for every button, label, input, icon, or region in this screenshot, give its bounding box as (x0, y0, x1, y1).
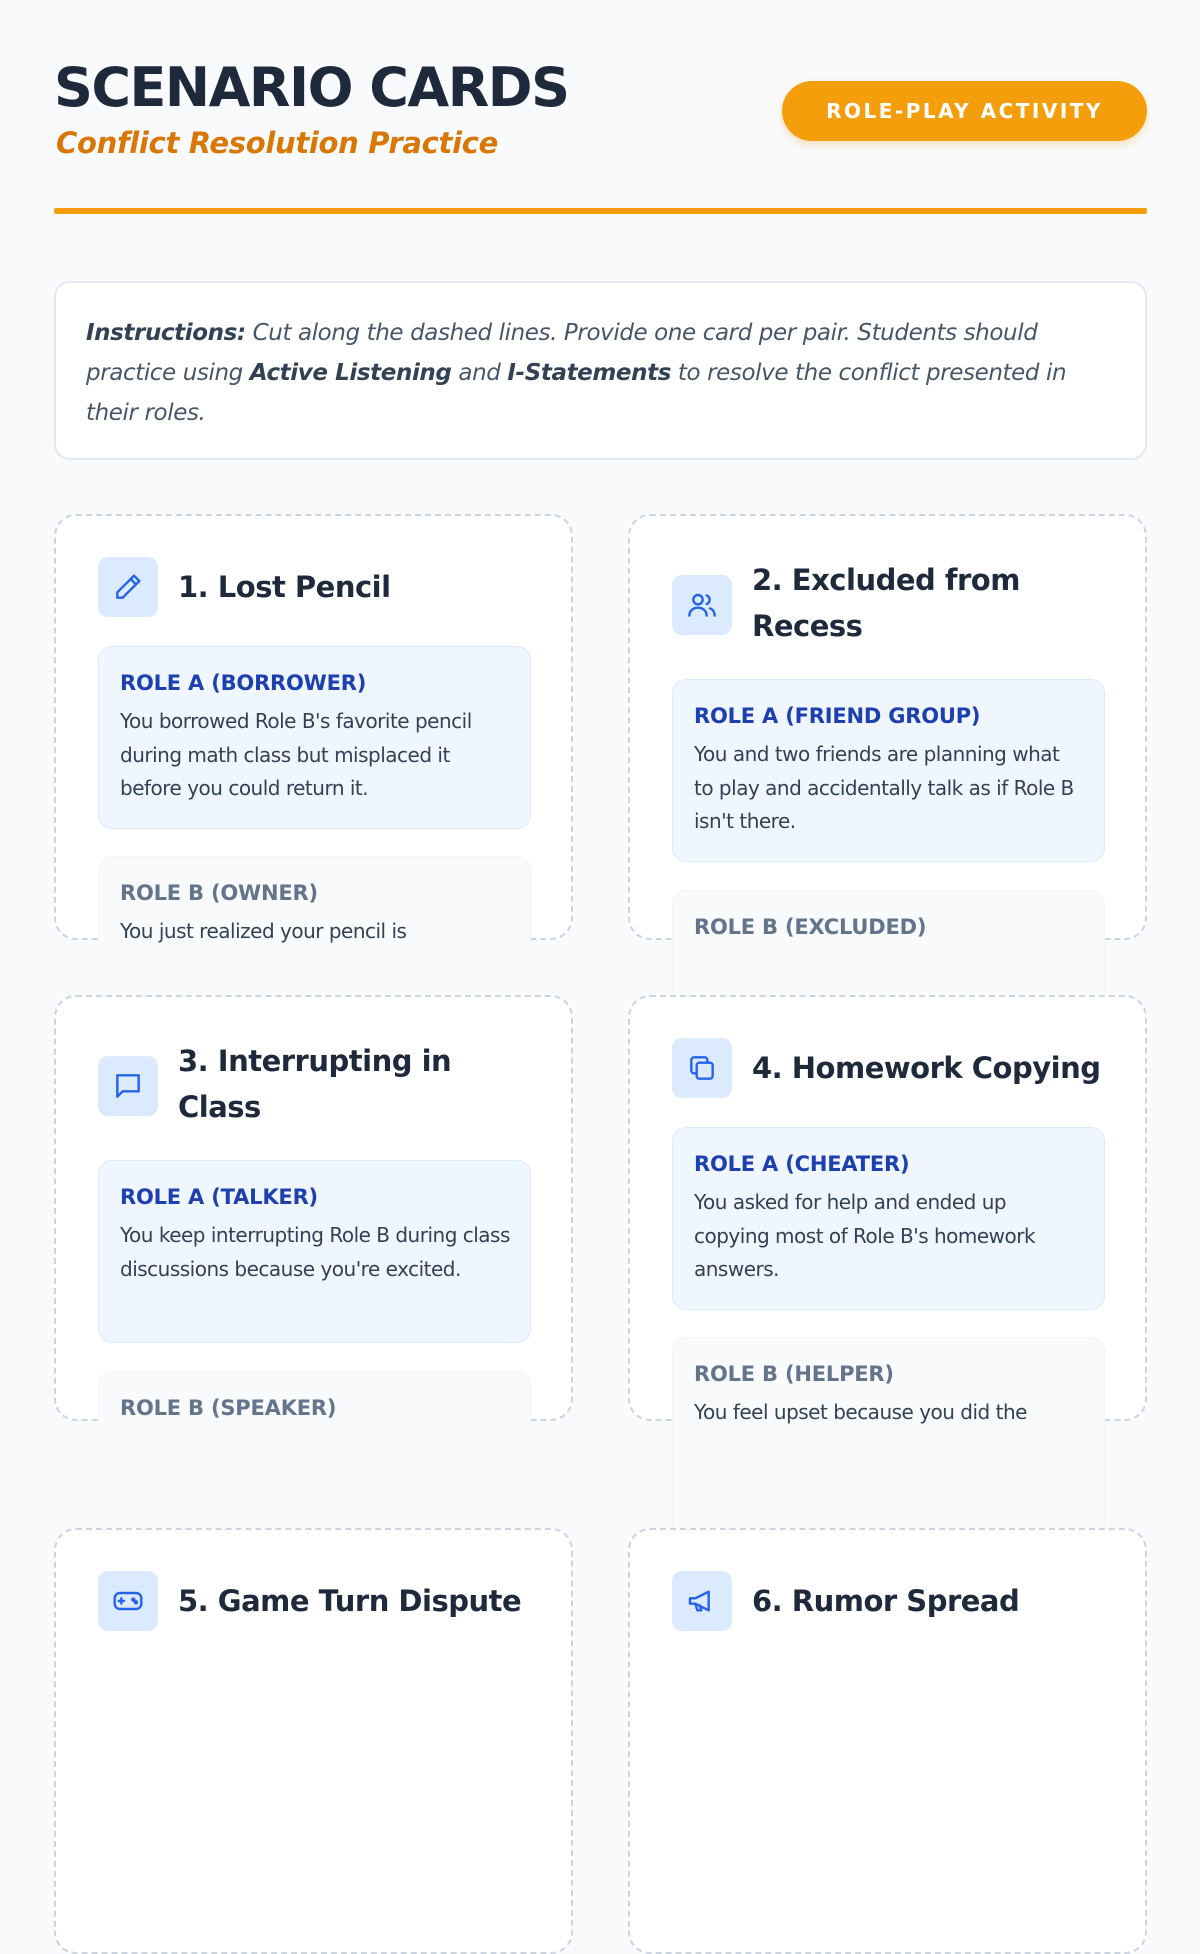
scenario-card-interrupting-in-class (54, 995, 573, 1421)
card-title: 4. Homework Copying (752, 1051, 1101, 1085)
role-a-box (98, 646, 531, 829)
card-title: 1. Lost Pencil (178, 570, 391, 604)
instructions-lead: Instructions: (86, 320, 246, 346)
instructions-text-1: Cut along the dashed lines. Provide one card per pair. Students should practice using (86, 320, 1038, 386)
instructions-box (54, 281, 1147, 460)
scenario-card-game-turn-dispute (54, 1528, 573, 1954)
role-a-box (672, 1127, 1105, 1310)
role-a-label: ROLE A (FRIEND GROUP) (694, 704, 981, 728)
instructions-term-i-statements: I-Statements (507, 360, 671, 386)
role-a-label: ROLE A (CHEATER) (694, 1152, 910, 1176)
users-icon (672, 575, 732, 635)
role-b-label: ROLE B (EXCLUDED) (694, 915, 927, 939)
role-a-text: You asked for help and ended up copying most of Role B's homework answers. (694, 1190, 1036, 1281)
role-a-box (98, 1160, 531, 1343)
role-a-text: You and two friends are planning what to play and accidentally talk as if Role B isn't there. (694, 742, 1074, 833)
chat-icon (98, 1056, 158, 1116)
page-subtitle: Conflict Resolution Practice (56, 126, 498, 160)
instructions-term-active-listening: Active Listening (249, 360, 452, 386)
card-title: 6. Rumor Spread (752, 1584, 1020, 1618)
role-b-text: You just realized your pencil is (120, 919, 407, 943)
role-b-label: ROLE B (HELPER) (694, 1362, 894, 1386)
card-title: 5. Game Turn Dispute (178, 1584, 522, 1618)
scenario-card-excluded-from-recess (628, 514, 1147, 940)
copy-icon (672, 1038, 732, 1098)
megaphone-icon (672, 1571, 732, 1631)
role-b-text: You feel upset because you did the (694, 1400, 1027, 1424)
page-title: SCENARIO CARDS (54, 56, 569, 119)
role-a-text: You keep interrupting Role B during class discussions because you're excited. (120, 1223, 510, 1281)
scenario-card-lost-pencil (54, 514, 573, 943)
scenario-card-homework-copying (628, 995, 1147, 1424)
header-divider (54, 208, 1147, 214)
role-a-text: You borrowed Role B's favorite pencil during math class but misplaced it before you could return it. (120, 709, 472, 800)
role-b-label: ROLE B (OWNER) (120, 881, 318, 905)
role-a-label: ROLE A (TALKER) (120, 1185, 318, 1209)
activity-badge: ROLE-PLAY ACTIVITY (782, 81, 1147, 141)
role-a-label: ROLE A (BORROWER) (120, 671, 367, 695)
page-header (54, 56, 1147, 216)
card-title: 2. Excluded from Recess (752, 563, 1020, 643)
role-b-label: ROLE B (SPEAKER) (120, 1396, 337, 1420)
instructions-text-3: to resolve the conflict presented in their roles. (86, 360, 1067, 426)
scenario-card-rumor-spread (628, 1528, 1147, 1954)
gamepad-icon (98, 1571, 158, 1631)
card-title: 3. Interrupting in Class (178, 1044, 452, 1124)
role-a-box (672, 679, 1105, 862)
instructions-text-2: and (451, 360, 508, 386)
pencil-icon (98, 557, 158, 617)
role-b-box (672, 1337, 1105, 1537)
